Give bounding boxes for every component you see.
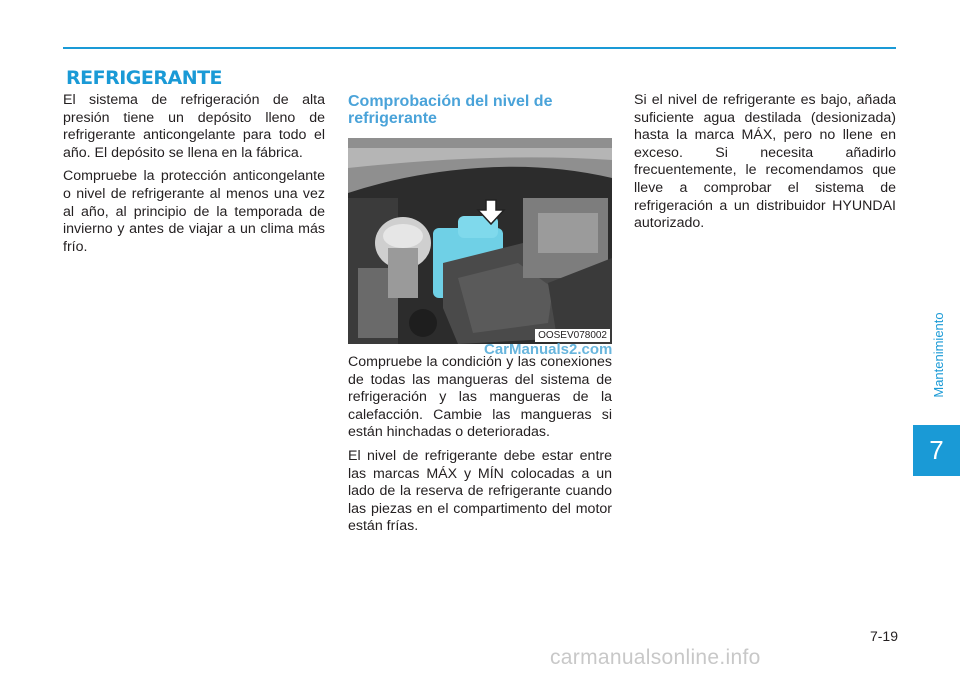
paragraph: Compruebe la condición y las conexiones de todas las mangueras del sistema de refrigeración y las mangueras de la calefacción. Cambie las mangueras si están hinchadas o deterioradas.: [348, 354, 612, 441]
section-title: REFRIGERANTE: [66, 67, 223, 89]
column-right: [634, 92, 896, 239]
figure-code: OOSEV078002: [535, 329, 610, 342]
paragraph: El nivel de refrigerante debe estar entre las marcas MÁX y MÍN colocadas a un lado de la reserva de refrigerante cuando las piezas en el compartimento del motor están frías.: [348, 447, 612, 535]
page-number: 7-19: [869, 628, 898, 644]
engine-compartment-photo: [348, 138, 612, 344]
top-rule: [63, 47, 896, 49]
paragraph: Si el nivel de refrigerante es bajo, añada suficiente agua destilada (desionizada) hasta la marca MÁX, pero no llene en exceso. Si necesita añadirlo frecuentemente, le recomendamos que lleve a comprobar el sistema de refrigeración a un distribuidor HYUNDAI autorizado.: [634, 92, 896, 232]
column-middle: [348, 93, 612, 542]
subsection-title: Comprobación del nivel de refrigerante: [348, 93, 553, 127]
chapter-tab: 7: [913, 425, 960, 476]
footer-watermark: carmanualsonline.info: [550, 646, 761, 669]
paragraph: El sistema de refrigeración de alta presión tiene un depósito lleno de refrigerante anticongelante para todo el año. El depósito se llena en la fábrica.: [63, 92, 325, 161]
paragraph: Compruebe la protección anticongelante o nivel de refrigerante al menos una vez al año, al principio de la temporada de invierno y antes de viajar a un clima más frío.: [63, 168, 325, 255]
column-left: [63, 92, 325, 262]
watermark: CarManuals2.com: [484, 341, 613, 358]
chapter-label: Mantenimiento: [931, 312, 946, 398]
engine-illustration: [348, 138, 612, 344]
